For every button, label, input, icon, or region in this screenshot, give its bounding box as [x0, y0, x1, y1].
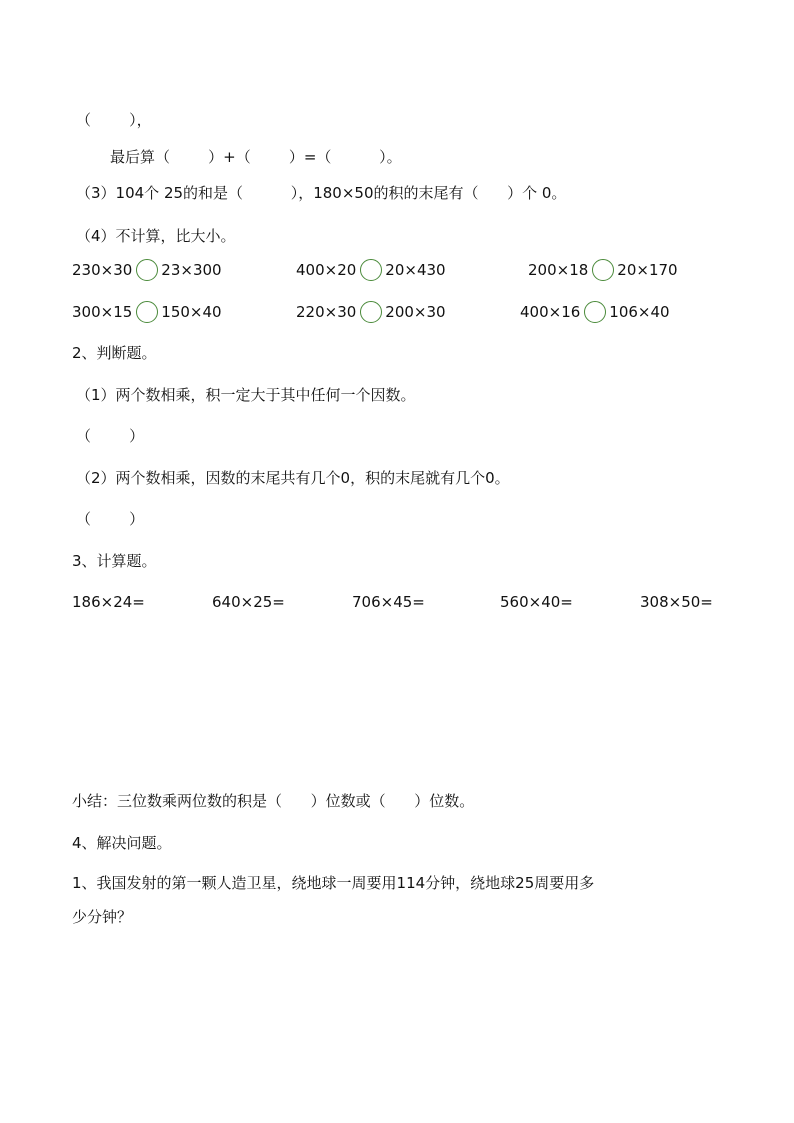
fill-final-step-line: 最后算（ ）+（ ）=（ ）。	[110, 148, 402, 166]
compare-right: 106×40	[609, 303, 670, 321]
problem-1-line-2: 少分钟？	[72, 908, 133, 926]
compare-item	[528, 259, 678, 281]
compare-circle-blank[interactable]	[136, 259, 158, 281]
judge-heading: 2、判断题。	[72, 344, 157, 362]
compare-circle-blank[interactable]	[360, 301, 382, 323]
compare-right: 150×40	[161, 303, 222, 321]
compare-left: 400×16	[520, 303, 581, 321]
compare-item	[520, 301, 670, 323]
calc-item: 706×45=	[352, 593, 425, 611]
compare-item	[296, 301, 446, 323]
compare-left: 400×20	[296, 261, 357, 279]
judge-answer-blank-2[interactable]: （ ）	[76, 510, 145, 528]
fill-paren-line: （ ），	[76, 111, 152, 129]
compare-circle-blank[interactable]	[592, 259, 614, 281]
calc-item: 308×50=	[640, 593, 713, 611]
question-4: （4）不计算，比大小。	[76, 227, 236, 245]
compare-right: 200×30	[385, 303, 446, 321]
judge-question-1: （1）两个数相乘，积一定大于其中任何一个因数。	[76, 386, 416, 404]
compare-right: 20×430	[385, 261, 446, 279]
solve-heading: 4、解决问题。	[72, 834, 172, 852]
judge-question-2: （2）两个数相乘，因数的末尾共有几个0，积的末尾就有几个0。	[76, 469, 510, 487]
compare-right: 23×300	[161, 261, 222, 279]
calc-item: 560×40=	[500, 593, 573, 611]
compare-left: 300×15	[72, 303, 133, 321]
compare-item	[72, 259, 222, 281]
compare-right: 20×170	[617, 261, 678, 279]
compare-left: 220×30	[296, 303, 357, 321]
compare-item	[296, 259, 446, 281]
calc-item: 186×24=	[72, 593, 145, 611]
compare-circle-blank[interactable]	[584, 301, 606, 323]
compare-circle-blank[interactable]	[136, 301, 158, 323]
calc-heading: 3、计算题。	[72, 552, 157, 570]
summary: 小结：三位数乘两位数的积是（ ）位数或（ ）位数。	[72, 792, 475, 810]
compare-left: 200×18	[528, 261, 589, 279]
judge-answer-blank-1[interactable]: （ ）	[76, 427, 145, 445]
compare-circle-blank[interactable]	[360, 259, 382, 281]
compare-left: 230×30	[72, 261, 133, 279]
calc-item: 640×25=	[212, 593, 285, 611]
question-3: （3）104个 25的和是（ ），180×50的积的末尾有（ ）个 0。	[76, 184, 567, 202]
compare-item	[72, 301, 222, 323]
problem-1-line-1: 1、我国发射的第一颗人造卫星，绕地球一周要用114分钟，绕地球25周要用多	[72, 874, 595, 892]
